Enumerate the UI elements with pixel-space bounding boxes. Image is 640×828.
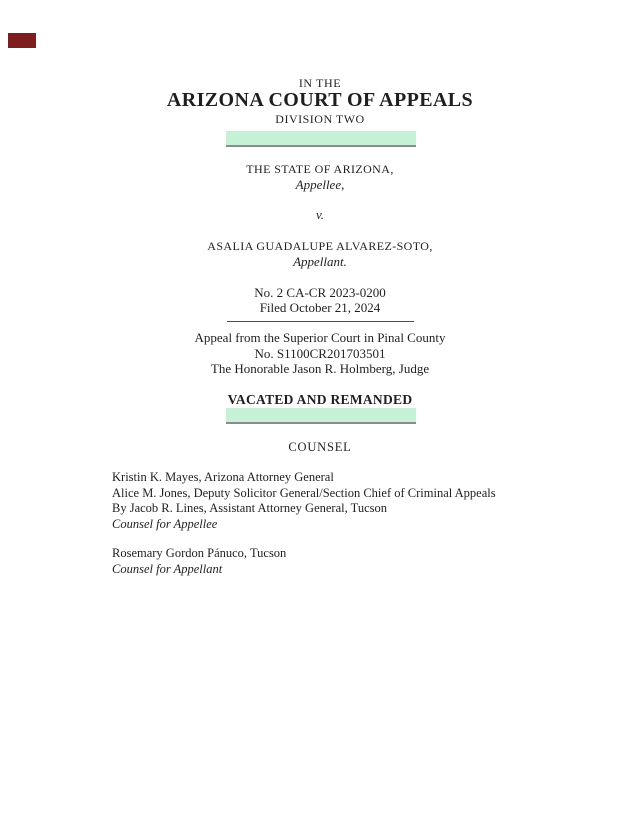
origin-case-number-line: No. S1100CR201703501 xyxy=(254,345,386,361)
court-preamble: IN THE xyxy=(298,76,342,90)
counsel-line: Rosemary Gordon Pánuco, Tucson xyxy=(112,546,287,560)
appellee-name: THE STATE OF ARIZONA, xyxy=(246,162,394,176)
court-division: DIVISION TWO xyxy=(275,112,365,126)
appellee-counsel-block xyxy=(112,470,612,532)
counsel-role: Counsel for Appellee xyxy=(112,516,218,531)
case-number: No. 2 CA-CR 2023-0200 xyxy=(254,285,386,300)
appellant-counsel-block xyxy=(112,546,612,577)
counsel-line: By Jacob R. Lines, Assistant Attorney General, Tucson xyxy=(112,501,387,516)
appellant-role: Appellant. xyxy=(293,254,347,269)
counsel-role: Counsel for Appellant xyxy=(112,561,223,576)
counsel-heading: COUNSEL xyxy=(288,440,352,454)
appeal-origin-block xyxy=(0,330,640,377)
versus-label: v. xyxy=(315,207,325,222)
origin-court-line: Appeal from the Superior Court in Pinal County xyxy=(194,330,446,345)
filed-date: Filed October 21, 2024 xyxy=(259,300,381,315)
divider-rule xyxy=(227,321,414,322)
highlighted-blank-bar-top xyxy=(226,131,416,147)
highlighted-blank-bar-bottom xyxy=(226,408,416,424)
redaction-marker xyxy=(8,33,36,48)
counsel-line: Kristin K. Mayes, Arizona Attorney General xyxy=(112,470,334,484)
court-name: ARIZONA COURT OF APPEALS xyxy=(166,89,474,111)
disposition-label: VACATED AND REMANDED xyxy=(227,392,413,407)
counsel-line: Alice M. Jones, Deputy Solicitor General/Section Chief of Criminal Appeals xyxy=(112,485,496,500)
appellant-name: ASALIA GUADALUPE ALVAREZ-SOTO, xyxy=(207,239,433,253)
appellee-role: Appellee, xyxy=(295,177,345,192)
origin-judge-line: The Honorable Jason R. Holmberg, Judge xyxy=(210,361,430,376)
